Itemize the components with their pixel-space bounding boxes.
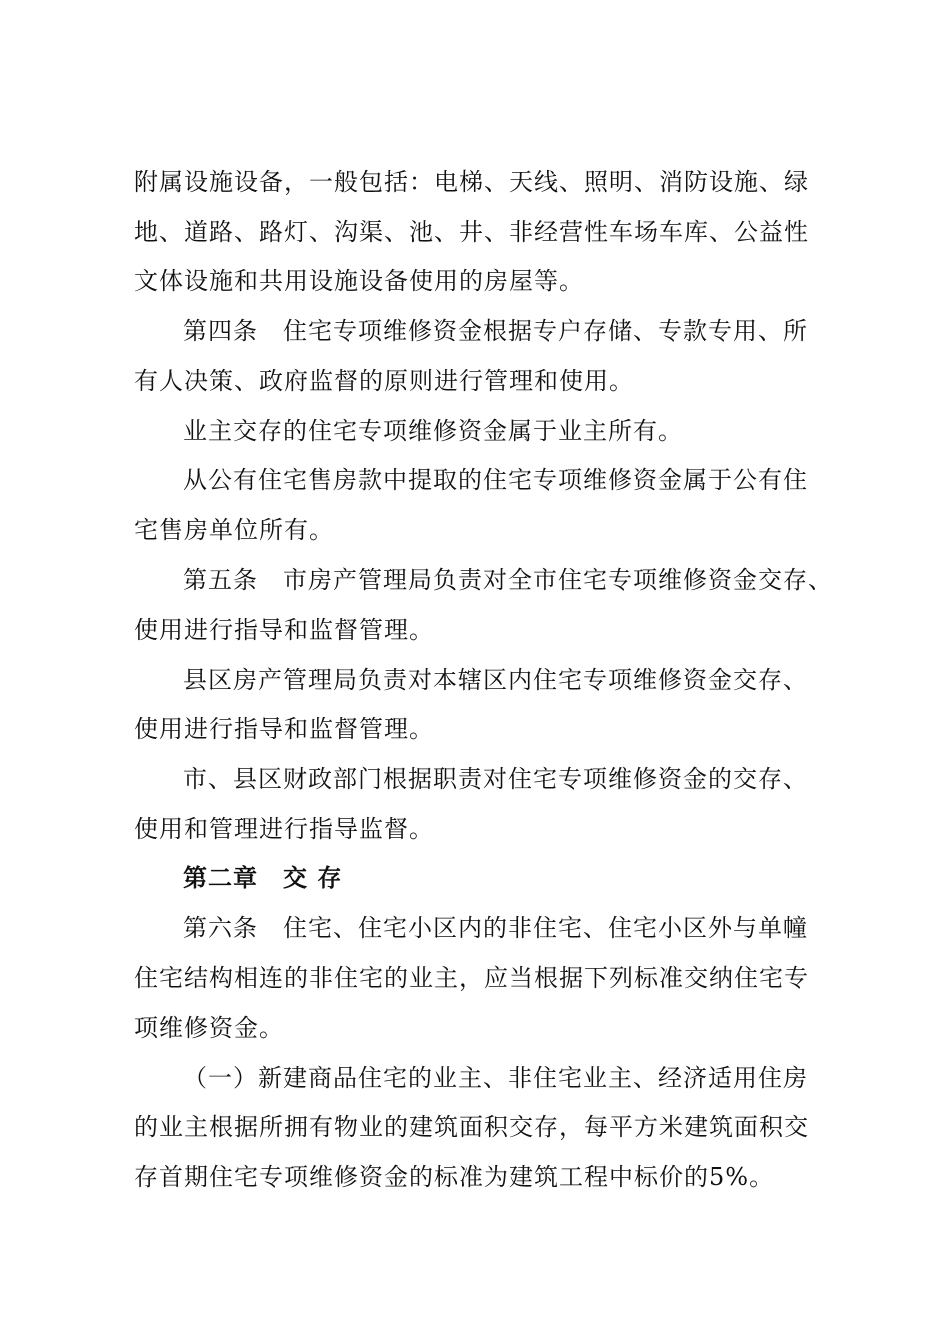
paragraph-line: 存首期住宅专项维修资金的标准为建筑工程中标价的5%。 bbox=[134, 1163, 775, 1191]
chapter-heading: 第二章 交 存 bbox=[183, 863, 343, 892]
article-6-heading: 第六条 住宅、住宅小区内的非住宅、住宅小区外与单幢 bbox=[183, 914, 808, 942]
paragraph-line: 文体设施和共用设施设备使用的房屋等。 bbox=[134, 267, 584, 295]
paragraph-line: 宅售房单位所有。 bbox=[134, 516, 334, 544]
paragraph-line: 有人决策、政府监督的原则进行管理和使用。 bbox=[134, 367, 634, 395]
article-5-heading: 第五条 市房产管理局负责对全市住宅专项维修资金交存、 bbox=[183, 566, 833, 594]
paragraph-line: 的业主根据所拥有物业的建筑面积交存，每平方米建筑面积交 bbox=[134, 1113, 809, 1141]
paragraph-line: 项维修资金。 bbox=[134, 1014, 284, 1042]
paragraph-line: 地、道路、路灯、沟渠、池、井、非经营性车场车库、公益性 bbox=[134, 218, 809, 246]
paragraph-line: 住宅结构相连的非住宅的业主，应当根据下列标准交纳住宅专 bbox=[134, 964, 809, 992]
list-item-1: （一）新建商品住宅的业主、非住宅业主、经济适用住房 bbox=[183, 1064, 808, 1092]
paragraph-line: 市、县区财政部门根据职责对住宅专项维修资金的交存、 bbox=[183, 765, 808, 793]
article-4-heading: 第四条 住宅专项维修资金根据专户存储、专款专用、所 bbox=[183, 317, 808, 345]
paragraph-line: 使用进行指导和监督管理。 bbox=[134, 715, 434, 743]
paragraph-line: 从公有住宅售房款中提取的住宅专项维修资金属于公有住 bbox=[183, 466, 808, 494]
paragraph-line: 使用进行指导和监督管理。 bbox=[134, 616, 434, 644]
paragraph-line: 县区房产管理局负责对本辖区内住宅专项维修资金交存、 bbox=[183, 666, 808, 694]
paragraph-line: 附属设施设备，一般包括：电梯、天线、照明、消防设施、绿 bbox=[134, 168, 809, 196]
paragraph-line: 使用和管理进行指导监督。 bbox=[134, 815, 434, 843]
paragraph-line: 业主交存的住宅专项维修资金属于业主所有。 bbox=[183, 417, 683, 445]
